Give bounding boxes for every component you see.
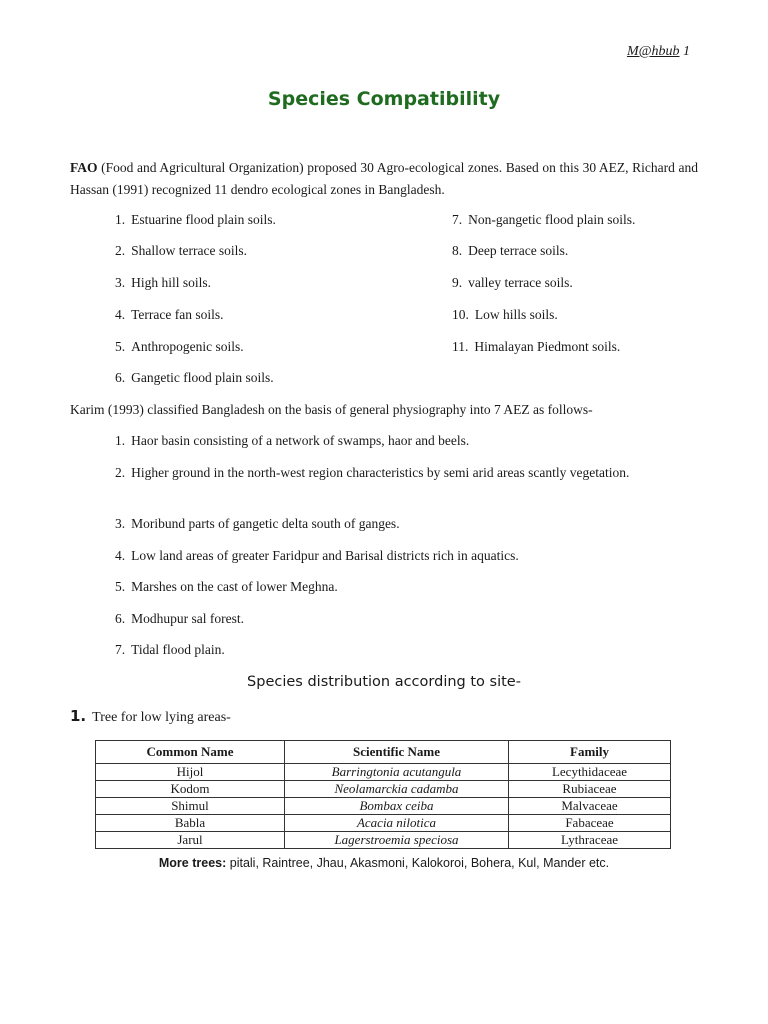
zone-number: 2. [115,243,126,258]
scientific-name-cell: Acacia nilotica [285,815,509,832]
karim-text: Haor basin consisting of a network of swamps, haor and beels. [131,433,470,448]
karim-number: 6. [115,611,126,626]
column-header: Common Name [96,741,285,764]
karim-item-5 [115,577,338,597]
zone-text: High hill soils. [131,275,212,290]
zone-text: Non-gangetic flood plain soils. [468,212,636,227]
karim-text: Higher ground in the north-west region characteristics by semi arid areas scantly vegetation. [131,465,630,480]
zone-item-7 [452,210,635,230]
intro-paragraph [70,157,698,201]
zone-number: 1. [115,212,126,227]
document-title: Species Compatibility [267,88,501,110]
zone-number: 10. [452,307,469,322]
family-cell: Fabaceae [509,815,671,832]
karim-text: Marshes on the cast of lower Meghna. [131,579,338,594]
zone-item-3 [115,273,211,293]
karim-item-7 [115,640,225,660]
scientific-name-cell: Neolamarckia cadamba [285,781,509,798]
section-number: 1. [70,707,87,725]
zone-item-9 [452,273,573,293]
column-header: Family [509,741,671,764]
section-1-heading [70,707,231,726]
zone-item-1 [115,210,276,230]
family-cell: Rubiaceae [509,781,671,798]
family-cell: Malvaceae [509,798,671,815]
zone-number: 5. [115,339,126,354]
common-name-cell: Jarul [96,832,285,849]
table-row [96,815,671,832]
family-cell: Lecythidaceae [509,764,671,781]
common-name-cell: Shimul [96,798,285,815]
karim-text: Tidal flood plain. [131,642,225,657]
section-title: Tree for low lying areas- [92,710,231,725]
scientific-name-cell: Bombax ceiba [285,798,509,815]
common-name-cell: Hijol [96,764,285,781]
karim-number: 3. [115,516,126,531]
more-trees-text: pitali, Raintree, Jhau, Akasmoni, Kalokoroi, Bohera, Kul, Mander etc. [226,856,610,870]
karim-number: 2. [115,465,126,480]
table-row [96,798,671,815]
karim-number: 7. [115,642,126,657]
zone-text: Himalayan Piedmont soils. [474,339,621,354]
page-number: 1 [683,44,690,59]
table-header-row [96,741,671,764]
zone-item-5 [115,337,244,357]
author-name: M@hbub [626,44,680,59]
karim-item-2 [115,463,655,483]
zone-text: Gangetic flood plain soils. [131,370,274,385]
karim-item-4 [115,546,519,566]
zone-text: Anthropogenic soils. [131,339,244,354]
karim-text: Moribund parts of gangetic delta south of ganges. [131,516,400,531]
zone-number: 6. [115,370,126,385]
zone-item-2 [115,241,247,261]
zone-text: Low hills soils. [474,307,558,322]
page-header [627,44,690,60]
zone-text: Deep terrace soils. [468,243,569,258]
karim-number: 5. [115,579,126,594]
zone-number: 7. [452,212,463,227]
zone-text: valley terrace soils. [468,275,573,290]
karim-number: 4. [115,548,126,563]
karim-item-3 [115,514,400,534]
scientific-name-cell: Barringtonia acutangula [285,764,509,781]
zone-item-6 [115,368,274,388]
karim-item-1 [115,431,469,451]
intro-lead: FAO [70,160,98,175]
karim-number: 1. [115,433,126,448]
zone-item-8 [452,241,568,261]
karim-paragraph: Karim (1993) classified Bangladesh on the basis of general physiography into 7 AEZ as follows- [70,402,593,417]
tree-species-table [95,740,671,849]
zone-item-10 [452,305,558,325]
zone-item-11 [452,337,620,357]
zone-item-4 [115,305,224,325]
scientific-name-cell: Lagerstroemia speciosa [285,832,509,849]
table-row [96,781,671,798]
karim-text: Low land areas of greater Faridpur and Barisal districts rich in aquatics. [131,548,519,563]
zone-text: Terrace fan soils. [131,307,224,322]
zone-text: Shallow terrace soils. [131,243,247,258]
more-trees-note [0,856,768,870]
table-row [96,764,671,781]
common-name-cell: Babla [96,815,285,832]
common-name-cell: Kodom [96,781,285,798]
karim-text: Modhupur sal forest. [131,611,244,626]
section-subheading: Species distribution according to site- [247,674,521,690]
zone-number: 4. [115,307,126,322]
more-trees-label: More trees: [158,856,227,870]
table-row [96,832,671,849]
family-cell: Lythraceae [509,832,671,849]
zone-number: 9. [452,275,463,290]
zone-number: 11. [452,339,469,354]
zone-text: Estuarine flood plain soils. [131,212,276,227]
zone-number: 3. [115,275,126,290]
karim-item-6 [115,609,244,629]
intro-text: (Food and Agricultural Organization) proposed 30 Agro-ecological zones. Based on this 30 AEZ, Richard and Hassan (1991) recognized 11 dendro ecological zones in Bangladesh. [70,160,698,197]
zone-number: 8. [452,243,463,258]
column-header: Scientific Name [285,741,509,764]
